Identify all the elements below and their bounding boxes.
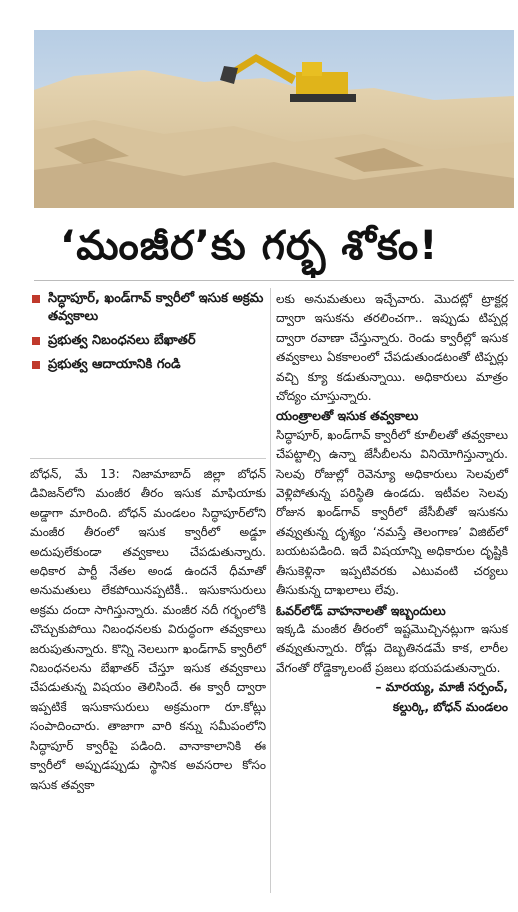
quarry-illustration <box>34 30 514 208</box>
subheading: యంత్రాలతో ఇసుక తవ్వకాలు <box>276 408 419 424</box>
divider <box>30 458 266 459</box>
quote-attribution: – మారయ్య, మాజీ సర్పంచ్, <box>375 680 508 695</box>
highlight-item <box>30 356 270 374</box>
highlight-item <box>30 290 270 326</box>
headline: ‘మంజీర’కు గర్భ శోకం! <box>60 223 439 269</box>
bullet-icon <box>32 337 40 345</box>
column-divider <box>270 288 271 893</box>
article-paragraph: లకు అనుమతులు ఇచ్చేవారు. మొదట్లో ట్రాక్టర్ల ద్వారా ఇసుకను తరలించగా.. ఇప్పుడు టిప్పర్ల ద్వారా రవాణా చేస్తున్నారు. రెండు క్వారీల్లో ఇసుక తవ్వకాలు ఏకకాలంలో చేపడుతుండటంతో టిప్పర్లు వచ్చి క్యూ కడుతున్నాయి. అధికారులు మాత్రం చోద్యం చూస్తున్నారు. <box>276 292 508 404</box>
article-paragraph: సిద్ధాపూర్, ఖండ్‌గావ్ క్వారీలో కూలీలతో తవ్వకాలు చేపట్టాల్సి ఉన్నా జేసీబీలను వినియోగిస్తున్నారు. సెలవు రోజుల్లో రెవెన్యూ అధికారులు సెలవులో వెళ్లిపోతున్న పరిస్థితి ఉండదు. ఇటీవల సెలవు రోజున ఖండ్‌గావ్ క్వారీలో జేసీబీతో ఇసుకను తవ్వుతున్న దృశ్యం ‘నమస్తే తెలంగాణ’ విజిట్‌లో బయటపడింది. ఇదే విషయాన్ని అధికారుల దృష్టికి తీసుకెళ్లినా ఇప్పటివరకు ఎటువంటి చర్యలు తీసుకున్న దాఖలాలు లేవు. <box>276 427 508 598</box>
article-paragraph: ఇక్కడి మంజీర తీరంలో ఇష్టమొచ్చినట్లుగా ఇసుక తవ్వుతున్నారు. రోడ్లు దెబ్బతినడమే కాక, లారీల వేగంతో రోడ్డెక్కాలంటే ప్రజలు భయపడుతున్నారు. <box>276 621 508 675</box>
bullet-icon <box>32 361 40 369</box>
highlights-list <box>30 290 270 380</box>
article-column-left <box>30 465 266 795</box>
article-column-right <box>276 290 508 717</box>
highlight-text: ప్రభుత్వ నిబంధనలు బేఖాతర్ <box>48 333 196 348</box>
subheading: ఓవర్‌లోడ్ వాహనాలతో ఇబ్బందులు <box>276 602 446 618</box>
article-paragraph: బోధన్, మే 13: నిజామాబాద్ జిల్లా బోధన్ డివిజన్‌లోని మంజీర తీరం ఇసుక మాఫియాకు అడ్డాగా మారింది. బోధన్ మండలం సిద్ధాపూర్‌లోని మంజీర తీరంలో ఇసుక క్వారీలో అడ్డూ అదుపులేకుండా తవ్వకాలు చేపడుతున్నారు. అధికార పార్టీ నేతల అండ ఉందనే ధీమాతో అనుమతులు లేకపోయినప్పటికీ.. ఇసుకాసురులు అక్రమ దందా సాగిస్తున్నారు. మంజీర నదీ గర్భంలోకి చొచ్చుకుపోయి నిబంధనలకు విరుద్ధంగా తవ్వకాలు జరుపుతున్నారు. కొన్ని నెలలుగా ఖండ్‌గావ్ క్వారీలో నిబంధనలను బేఖాతర్ చేస్తూ ఇసుక తవ్వకాలు చేపడుతున్న విషయం తెలిసిందే. ఈ క్వారీ ద్వారా ఇప్పటికే ఇసుకాసురులు అక్రమంగా రూ.కోట్లు సంపాదించారు. తాజాగా వారి కన్ను సమీపంలోని సిద్ధాపూర్ క్వారీపై పడింది. వానాకాలానికి ఈ క్వారీలో అప్పుడప్పుడు స్థానిక అవసరాల కోసం ఇసుక తవ్వకా <box>30 467 266 792</box>
bullet-icon <box>32 295 40 303</box>
highlight-text: ప్రభుత్వ ఆదాయానికి గండి <box>48 357 181 372</box>
sand-quarry-photo <box>34 30 514 208</box>
quote-attribution-place: కల్దుర్కి, బోధన్ మండలం <box>392 699 508 714</box>
divider <box>34 280 514 281</box>
highlight-item <box>30 332 270 350</box>
highlight-text: సిద్ధాపూర్, ఖండ్‌గావ్ క్వారీలో ఇసుక అక్రమ తవ్వకాలు <box>48 291 264 324</box>
